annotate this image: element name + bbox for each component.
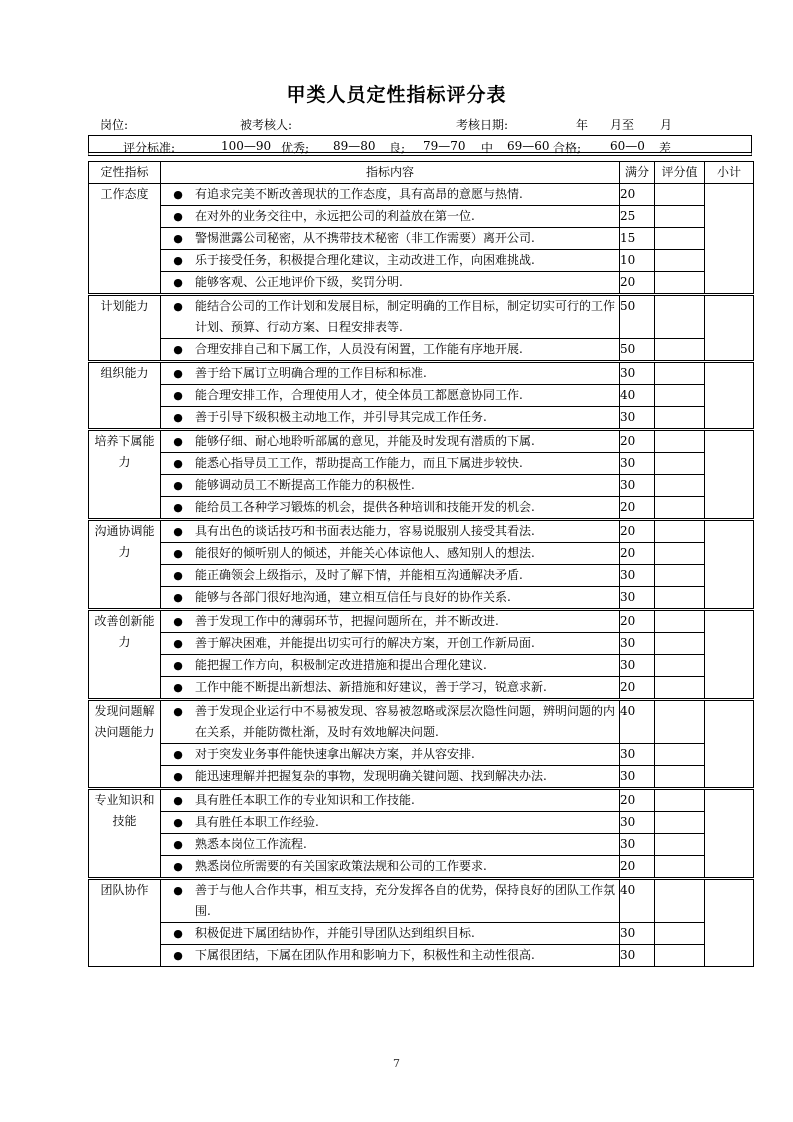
item-text: 具有胜任本职工作的专业知识和工作技能. [195,793,415,807]
bullet-icon: ● [173,188,183,201]
table-row [89,744,754,766]
category-cell [89,295,161,362]
max-score-cell: 30 [620,475,655,497]
bullet-icon: ● [173,232,183,245]
year-label: 年 [576,118,589,132]
bullet-icon: ● [173,525,183,538]
subtotal-input[interactable] [705,520,754,610]
score-value-input[interactable] [655,700,705,744]
content-cell [161,923,620,945]
category-cell [89,879,161,967]
table-row [89,879,754,923]
item-text: 能合理安排工作，合理使用人才，使全体员工都愿意协同工作. [195,388,523,402]
table-row [89,945,754,967]
item-text: 能很好的倾听别人的倾述，并能关心体谅他人、感知别人的想法. [195,546,535,560]
subtotal-input[interactable] [705,879,754,967]
item-text: 能迅速理解并把握复杂的事物，发现明确关键问题、找到解决办法. [195,769,547,783]
category-cell [89,700,161,789]
bullet-icon: ● [173,860,183,873]
content-cell [161,295,620,339]
item-text: 善于发现工作中的薄弱环节，把握问题所在，并不断改进. [195,614,499,628]
score-value-input[interactable] [655,520,705,543]
bullet-icon: ● [173,254,183,267]
month-to-label: 月至 [610,118,635,132]
max-score-cell: 20 [620,543,655,565]
content-cell [161,812,620,834]
bullet-icon: ● [173,367,183,380]
item-text: 具有胜任本职工作经验. [195,815,319,829]
score-value-input[interactable] [655,295,705,339]
score-value-input[interactable] [655,497,705,520]
content-cell [161,339,620,362]
criteria-grade: 合格; [553,141,582,155]
max-score-cell: 10 [620,250,655,272]
criteria-range: 89—80 [333,139,376,153]
item-text: 能结合公司的工作计划和发展目标，制定明确的工作目标，制定切实可行的工作计划、预算、行动方案、日程安排表等. [195,299,616,334]
score-value-input[interactable] [655,272,705,295]
max-score-cell: 20 [620,497,655,520]
content-cell [161,610,620,633]
content-cell [161,744,620,766]
score-value-input[interactable] [655,184,705,206]
max-score-cell: 30 [620,923,655,945]
bullet-icon: ● [173,547,183,560]
table-row [89,766,754,789]
header-score-value: 评分值 [655,162,705,184]
content-cell [161,700,620,744]
item-text: 乐于接受任务，积极提合理化建议，主动改进工作，向困难挑战. [195,253,535,267]
category-label: 改善创新能力 [94,614,155,649]
max-score-cell: 40 [620,879,655,923]
bullet-icon: ● [173,457,183,470]
content-cell [161,789,620,812]
max-score-cell: 30 [620,655,655,677]
bullet-icon: ● [173,816,183,829]
bullet-icon: ● [173,794,183,807]
item-text: 善于给下属订立明确合理的工作目标和标准. [195,366,427,380]
category-cell [89,520,161,610]
bullet-icon: ● [173,838,183,851]
item-text: 能正确领会上级指示，及时了解下情，并能相互沟通解决矛盾. [195,568,523,582]
bullet-icon: ● [173,637,183,650]
subtotal-input[interactable] [705,430,754,520]
item-text: 警惕泄露公司秘密，从不携带技术秘密（非工作需要）离开公司. [195,231,535,245]
criteria-grade: 优秀; [281,141,310,155]
bullet-icon: ● [173,615,183,628]
subtotal-input[interactable] [705,362,754,430]
month-label: 月 [660,118,673,132]
item-text: 能悉心指导员工工作，帮助提高工作能力，而且下属进步较快. [195,456,523,470]
category-label: 培养下属能力 [94,434,155,469]
score-value-input[interactable] [655,856,705,879]
table-row [89,677,754,700]
assessee-label: 被考核人: [240,118,293,132]
max-score-cell: 20 [620,610,655,633]
content-cell [161,520,620,543]
item-text: 善于发现企业运行中不易被发现、容易被忽略或深层次隐性问题，辨明问题的内在关系，并能防微杜渐，及时有效地解决问题. [195,704,616,739]
content-cell [161,453,620,475]
bullet-icon: ● [173,210,183,223]
bullet-icon: ● [173,569,183,582]
page-title: 甲类人员定性指标评分表 [286,84,507,106]
content-cell [161,407,620,430]
item-text: 熟悉本岗位工作流程. [195,837,307,851]
bullet-icon: ● [173,884,183,897]
table-row [89,497,754,520]
item-text: 有追求完美不断改善现状的工作态度，具有高昂的意愿与热情. [195,187,523,201]
score-value-input[interactable] [655,834,705,856]
bullet-icon: ● [173,705,183,718]
item-text: 能给员工各种学习锻炼的机会，提供各种培训和技能开发的机会. [195,500,535,514]
item-text: 善于引导下级积极主动地工作，并引导其完成工作任务. [195,410,487,424]
content-cell [161,206,620,228]
bullet-icon: ● [173,389,183,402]
table-row [89,250,754,272]
table-row [89,700,754,744]
category-cell [89,362,161,430]
max-score-cell: 25 [620,206,655,228]
item-text: 合理安排自己和下属工作，人员没有闲置，工作能有序地开展. [195,342,523,356]
header-category: 定性指标 [89,162,161,184]
content-cell [161,587,620,610]
max-score-cell: 50 [620,339,655,362]
table-row [89,520,754,543]
table-row [89,543,754,565]
header-content: 指标内容 [161,162,620,184]
max-score-cell: 20 [620,430,655,453]
score-value-input[interactable] [655,766,705,789]
table-row [89,184,754,206]
bullet-icon: ● [173,300,183,313]
category-label: 计划能力 [100,299,149,313]
item-text: 积极促进下属团结协作，并能引导团队达到组织目标. [195,926,475,940]
max-score-cell: 20 [620,272,655,295]
item-text: 能把握工作方向，积极制定改进措施和提出合理化建议. [195,658,487,672]
content-cell [161,475,620,497]
bullet-icon: ● [173,927,183,940]
score-value-input[interactable] [655,430,705,453]
content-cell [161,565,620,587]
date-label: 考核日期: [456,118,509,132]
table-row [89,228,754,250]
score-value-input[interactable] [655,250,705,272]
max-score-cell: 30 [620,407,655,430]
max-score-cell: 30 [620,812,655,834]
criteria-range: 60—0 [610,139,645,153]
bullet-icon: ● [173,591,183,604]
subtotal-input[interactable] [705,295,754,362]
score-value-input[interactable] [655,453,705,475]
bullet-icon: ● [173,343,183,356]
item-text: 对于突发业务事件能快速拿出解决方案，并从容安排. [195,747,475,761]
bullet-icon: ● [173,501,183,514]
score-value-input[interactable] [655,923,705,945]
subtotal-input[interactable] [705,700,754,789]
header-subtotal: 小计 [705,162,754,184]
subtotal-input[interactable] [705,610,754,700]
score-value-input[interactable] [655,206,705,228]
table-row [89,385,754,407]
score-value-input[interactable] [655,543,705,565]
content-cell [161,228,620,250]
evaluation-table [88,161,754,967]
content-cell [161,879,620,923]
bullet-icon: ● [173,770,183,783]
score-value-input[interactable] [655,339,705,362]
page-number: 7 [393,1057,400,1070]
category-cell [89,184,161,295]
category-label: 组织能力 [100,366,149,380]
max-score-cell: 30 [620,766,655,789]
table-row [89,430,754,453]
category-label: 工作态度 [100,187,149,201]
subtotal-input[interactable] [705,184,754,295]
score-value-input[interactable] [655,385,705,407]
item-text: 下属很团结，下属在团队作用和影响力下，积极性和主动性很高. [195,948,535,962]
score-value-input[interactable] [655,587,705,610]
item-text: 能够调动员工不断提高工作能力的积极性. [195,478,415,492]
max-score-cell: 20 [620,856,655,879]
table-row [89,453,754,475]
content-cell [161,385,620,407]
score-value-input[interactable] [655,610,705,633]
table-row [89,633,754,655]
table-row [89,339,754,362]
content-cell [161,497,620,520]
max-score-cell: 20 [620,677,655,700]
score-value-input[interactable] [655,565,705,587]
max-score-cell: 30 [620,945,655,967]
item-text: 善于与他人合作共事，相互支持，充分发挥各自的优势，保持良好的团队工作氛围. [195,883,616,918]
item-text: 具有出色的谈话技巧和书面表达能力，容易说服别人接受其看法. [195,524,535,538]
criteria-grade: 差 [659,141,672,155]
scoring-criteria [88,135,752,156]
category-cell [89,430,161,520]
category-cell [89,610,161,700]
score-value-input[interactable] [655,633,705,655]
content-cell [161,655,620,677]
max-score-cell: 15 [620,228,655,250]
content-cell [161,834,620,856]
content-cell [161,677,620,700]
item-text: 在对外的业务交往中，永远把公司的利益放在第一位. [195,209,475,223]
table-row [89,565,754,587]
content-cell [161,184,620,206]
criteria-range: 69—60 [507,139,550,153]
score-value-input[interactable] [655,945,705,967]
max-score-cell: 40 [620,700,655,744]
max-score-cell: 40 [620,385,655,407]
content-cell [161,430,620,453]
criteria-range: 79—70 [423,139,466,153]
bullet-icon: ● [173,949,183,962]
bullet-icon: ● [173,411,183,424]
table-row [89,856,754,879]
category-label: 专业知识和技能 [94,793,155,828]
bullet-icon: ● [173,435,183,448]
table-row [89,923,754,945]
bullet-icon: ● [173,276,183,289]
score-value-input[interactable] [655,228,705,250]
item-text: 工作中能不断提出新想法、新措施和好建议，善于学习，锐意求新. [195,680,547,694]
table-row [89,834,754,856]
category-cell [89,789,161,879]
item-text: 能够仔细、耐心地聆听部属的意见，并能及时发现有潜质的下属. [195,434,535,448]
criteria-label: 评分标准: [123,141,176,155]
criteria-grade: 中 [481,141,494,155]
category-label: 沟通协调能力 [94,524,155,559]
table-row [89,789,754,812]
table-row [89,655,754,677]
max-score-cell: 30 [620,362,655,385]
criteria-range: 100—90 [221,139,272,153]
table-row [89,295,754,339]
content-cell [161,633,620,655]
content-cell [161,766,620,789]
content-cell [161,945,620,967]
table-header-row [89,162,754,184]
subtotal-input[interactable] [705,789,754,879]
score-value-input[interactable] [655,677,705,700]
item-text: 善于解决困难，并能提出切实可行的解决方案，开创工作新局面. [195,636,535,650]
max-score-cell: 30 [620,453,655,475]
max-score-cell: 30 [620,744,655,766]
item-text: 能够客观、公正地评价下级，奖罚分明. [195,275,403,289]
max-score-cell: 30 [620,587,655,610]
score-value-input[interactable] [655,362,705,385]
content-cell [161,250,620,272]
table-row [89,812,754,834]
bullet-icon: ● [173,479,183,492]
max-score-cell: 20 [620,184,655,206]
score-value-input[interactable] [655,789,705,812]
table-row [89,610,754,633]
post-label: 岗位: [100,118,129,132]
bullet-icon: ● [173,659,183,672]
max-score-cell: 20 [620,789,655,812]
score-value-input[interactable] [655,407,705,430]
table-row [89,206,754,228]
max-score-cell: 30 [620,565,655,587]
max-score-cell: 30 [620,834,655,856]
table-row [89,407,754,430]
table-row [89,475,754,497]
score-value-input[interactable] [655,475,705,497]
content-cell [161,362,620,385]
header-max-score: 满分 [620,162,655,184]
item-text: 熟悉岗位所需要的有关国家政策法规和公司的工作要求. [195,859,487,873]
category-label: 发现问题解决问题能力 [94,704,155,739]
content-cell [161,856,620,879]
header-fields [100,116,760,134]
content-cell [161,272,620,295]
score-value-input[interactable] [655,879,705,923]
max-score-cell: 50 [620,295,655,339]
table-row [89,272,754,295]
max-score-cell: 20 [620,520,655,543]
score-value-input[interactable] [655,655,705,677]
score-value-input[interactable] [655,812,705,834]
max-score-cell: 30 [620,633,655,655]
bullet-icon: ● [173,748,183,761]
item-text: 能够与各部门很好地沟通，建立相互信任与良好的协作关系. [195,590,511,604]
score-value-input[interactable] [655,744,705,766]
bullet-icon: ● [173,681,183,694]
content-cell [161,543,620,565]
table-row [89,362,754,385]
criteria-grade: 良; [389,141,406,155]
category-label: 团队协作 [100,883,149,897]
table-row [89,587,754,610]
